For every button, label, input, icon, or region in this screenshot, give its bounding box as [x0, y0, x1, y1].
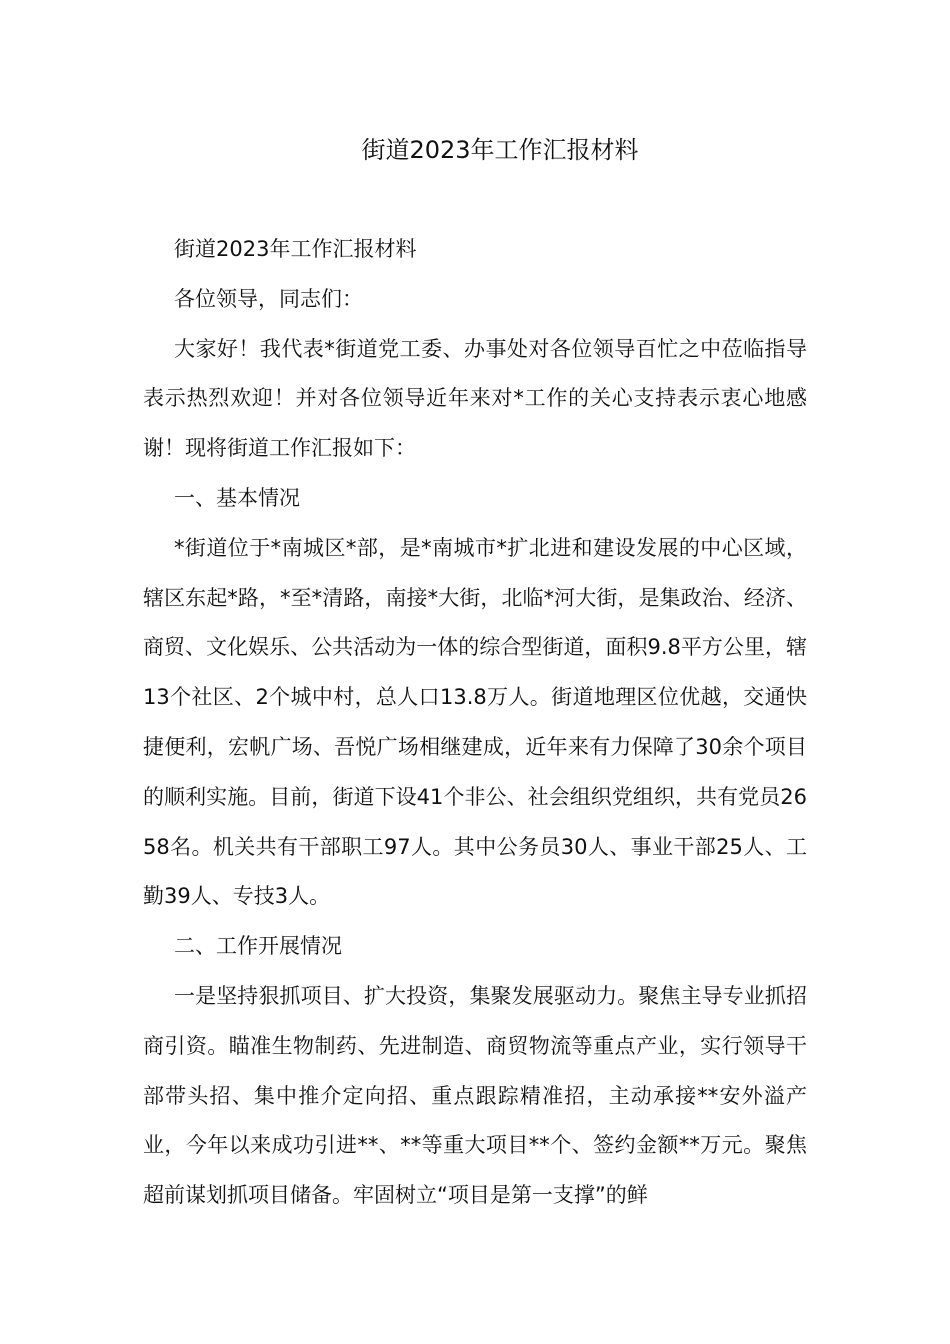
paragraph-basic-situation: *街道位于*南城区*部，是*南城市*扩北进和建设发展的中心区域，辖区东起*路，*至*清路，南接*大街，北临*河大街，是集政治、经济、商贸、文化娱乐、公共活动为一体的综合型街道，面积9.8平方公里，辖13个社区、2个城中村，总人口13.8万人。街道地理区位优越，交通快捷便利，宏帆广场、吾悦广场相继建成，近年来有力保障了30余个项目的顺利实施。目前，街道下设41个非公、社会组织党组织，共有党员2658名。机关共有干部职工97人。其中公务员30人、事业干部25人、工勤39人、专技3人。: [143, 535, 807, 909]
section-heading-work-progress: 二、工作开展情况: [174, 934, 342, 959]
paragraph-work-progress-1: 一是坚持狠抓项目、扩大投资，集聚发展驱动力。聚焦主导专业抓招商引资。瞄准生物制药、先进制造、商贸物流等重点产业，实行领导干部带头招、集中推介定向招、重点跟踪精准招，主动承接**安外溢产业，今年以来成功引进**、**等重大项目**个、签约金额**万元。聚焦超前谋划抓项目储备。牢固树立“项目是第一支撑”的鲜: [143, 983, 807, 1208]
section-heading-basic-situation: 一、基本情况: [174, 485, 300, 510]
document-body: [143, 225, 807, 1221]
document-title: 街道2023年工作汇报材料: [361, 136, 639, 164]
paragraph-subtitle: 街道2023年工作汇报材料: [174, 237, 417, 261]
paragraph-greeting: 大家好！我代表*街道党工委、办事处对各位领导百忙之中莅临指导表示热烈欢迎！并对各位领导近年来对*工作的关心支持表示衷心地感谢！现将街道工作汇报如下：: [143, 336, 807, 461]
paragraph-salutation: 各位领导，同志们：: [174, 286, 363, 311]
